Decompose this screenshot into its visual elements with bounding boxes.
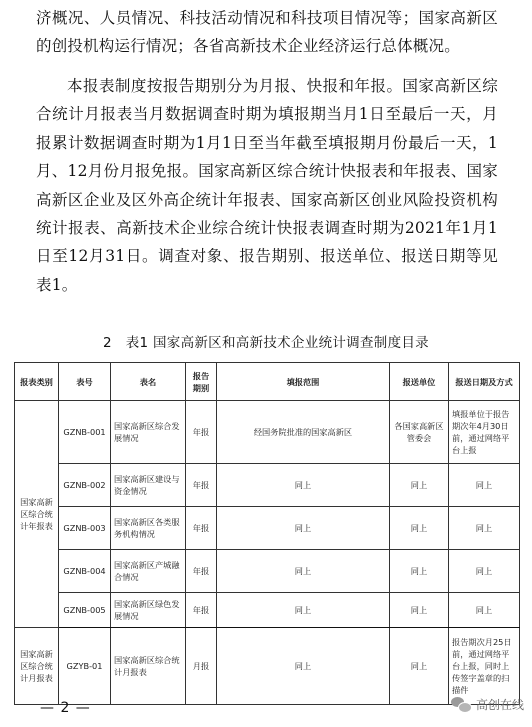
table-title: 2 表1 国家高新区和高新技术企业统计调查制度目录 — [103, 335, 429, 351]
category-annual: 国家高新区综合统计年报表 — [15, 401, 59, 628]
cell-form-number: GZYB-01 — [59, 628, 111, 705]
cell-form-name: 国家高新区综合统计月报表 — [111, 628, 186, 705]
table-row — [15, 507, 520, 550]
cell-deadline: 报告期次月25日前，通过网络平台上报，同时上传签字盖章的扫描件 — [449, 628, 520, 705]
cell-submitter: 同上 — [390, 628, 449, 705]
header-category: 报表类别 — [15, 363, 59, 401]
cell-scope: 同上 — [217, 628, 390, 705]
cell-form-number: GZNB-001 — [59, 401, 111, 464]
cell-submitter: 各国家高新区管委会 — [390, 401, 449, 464]
cell-period: 年报 — [186, 550, 217, 593]
paragraph-reporting-periods: 本报表制度按报告期别分为月报、快报和年报。国家高新区综合统计月报表当月数据调查时期为填报期当月1日至最后一天，月报累计数据调查时期为1月1日至当年截至填报期月份最后一天，1月、12月份月报免报。国家高新区综合统计快报表和年报表、国家高新区企业及区外高企统计年报表、国家高新区创业风险投资机构统计报表、高新技术企业综合统计快报表调查时期为2021年1月1日至12月31日。调查对象、报告期别、报送单位、报送日期等见表1。 — [36, 77, 498, 294]
table-row — [15, 401, 520, 464]
header-scope: 填报范围 — [217, 363, 390, 401]
cell-form-number: GZNB-005 — [59, 593, 111, 628]
cell-deadline: 同上 — [449, 550, 520, 593]
cell-form-number: GZNB-002 — [59, 464, 111, 507]
cell-submitter: 同上 — [390, 507, 449, 550]
header-submitter: 报送单位 — [390, 363, 449, 401]
header-period: 报告期别 — [186, 363, 217, 401]
cell-deadline: 填报单位于报告期次年4月30日前，通过网络平台上报 — [449, 401, 520, 464]
cell-form-name: 国家高新区各类服务机构情况 — [111, 507, 186, 550]
table-row — [15, 550, 520, 593]
cell-submitter: 同上 — [390, 464, 449, 507]
cell-period: 年报 — [186, 401, 217, 464]
cell-submitter: 同上 — [390, 550, 449, 593]
cell-period: 月报 — [186, 628, 217, 705]
cell-period: 年报 — [186, 464, 217, 507]
watermark-text: 高创在线 — [475, 698, 524, 712]
survey-catalog-table — [14, 362, 520, 705]
cell-form-number: GZNB-004 — [59, 550, 111, 593]
header-deadline: 报送日期及方式 — [449, 363, 520, 401]
cell-scope: 同上 — [217, 464, 390, 507]
header-form-name: 表名 — [111, 363, 186, 401]
cell-period: 年报 — [186, 593, 217, 628]
table-row — [15, 593, 520, 628]
watermark — [451, 696, 524, 713]
table-row — [15, 628, 520, 705]
cell-deadline: 同上 — [449, 507, 520, 550]
cell-form-name: 国家高新区绿色发展情况 — [111, 593, 186, 628]
cell-form-name: 国家高新区产城融合情况 — [111, 550, 186, 593]
cell-scope: 经国务院批准的国家高新区 — [217, 401, 390, 464]
paragraph-intro-continuation: 济概况、人员情况、科技活动情况和科技项目情况等；国家高新区的创投机构运行情况；各省高新技术企业经济运行总体概况。 — [36, 9, 498, 56]
table-header-row — [15, 363, 520, 401]
cell-period: 年报 — [186, 507, 217, 550]
cell-scope: 同上 — [217, 593, 390, 628]
page-number: — 2 — — [40, 700, 91, 716]
table-row — [15, 464, 520, 507]
cell-form-name: 国家高新区综合发展情况 — [111, 401, 186, 464]
cell-scope: 同上 — [217, 507, 390, 550]
cell-form-name: 国家高新区建设与资金情况 — [111, 464, 186, 507]
cell-deadline: 同上 — [449, 464, 520, 507]
cell-form-number: GZNB-003 — [59, 507, 111, 550]
cell-deadline: 同上 — [449, 593, 520, 628]
wechat-icon — [451, 697, 471, 713]
header-form-number: 表号 — [59, 363, 111, 401]
category-monthly: 国家高新区综合统计月报表 — [15, 628, 59, 705]
cell-submitter: 同上 — [390, 593, 449, 628]
cell-scope: 同上 — [217, 550, 390, 593]
